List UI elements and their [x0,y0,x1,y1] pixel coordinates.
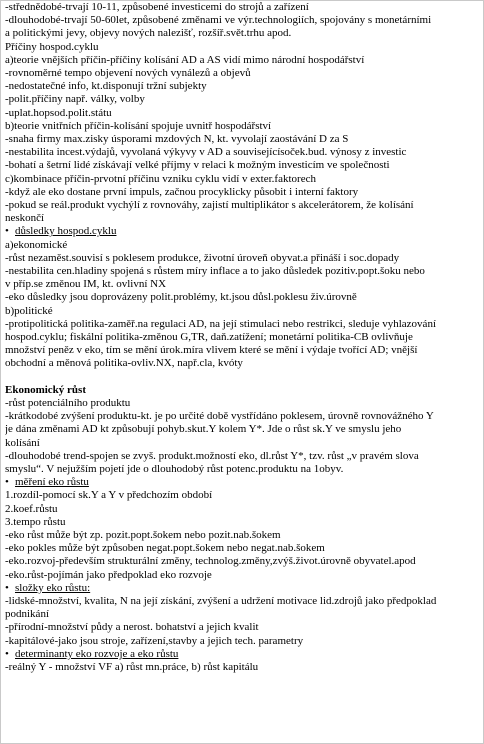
text-line: -pokud se reál.produkt vychýlí z rovnováhy, zajistí multiplikátor s akcelerátorem, že kolísání [5,199,414,212]
text-line: -dlouhodobé trend-spojen se zvyš. produkt.možností eko, dl.růst Y*, tzv. růst „v pravém slova [5,449,419,462]
bullet-heading [5,648,479,661]
bullet-heading-text: měření eko růstu [15,476,89,489]
text-line: smyslu“. V nejužším pojetí jde o dlouhodobý růst potenc.produktu na 1obyv. [5,462,344,475]
text-line: hospod.cyklu; fiskální politika-změnou G,TR, daň.zatížení; monetární politika-CB ovlivňuje [5,331,413,344]
bullet-icon: • [5,476,9,489]
text-line: 2.koef.růstu [5,502,58,515]
text-line: -nedostatečné info, kt.disponují tržní subjekty [5,80,207,93]
text-line: -eko.růst-pojímán jako předpoklad eko rozvoje [5,568,212,581]
bullet-heading [5,225,479,238]
text-line: -nestabilita incest.výdajů, vyvolaná výkyvy v AD a souvisejícísoček.bud. výnosy z investic [5,146,407,159]
text-line: kolísání [5,436,40,449]
text-line: b)politické [5,304,53,317]
text-line: -střednědobé-trvají 10-11, způsobené investicemi do strojů a zařízení [5,1,309,13]
section-title: Ekonomický růst [5,383,86,396]
text-line: a)ekonomické [5,238,68,251]
text-line: -reálný Y - množství VF a) růst mn.práce, b) růst kapitálu [5,660,259,673]
bullet-icon: • [5,647,9,660]
text-line: -rovnoměrné tempo objevení nových vynálezů a objevů [5,67,251,80]
text-line: -bohatí a šetrní lidé získávají velké příjmy v relaci k možným investicím ve společnosti [5,159,390,172]
bullet-heading-text: důsledky hospod.cyklu [15,225,117,238]
bullet-icon: • [5,581,9,594]
text-line: -nestabilita cen.hladiny spojená s růstem míry inflace a to jako důsledek pozitiv.popt.šoku nebo [5,265,425,278]
text-line: 3.tempo růstu [5,515,66,528]
text-line: -polit.příčiny např. války, volby [5,93,145,106]
text-line: -eko.rozvoj-především strukturální změny, technolog.změny,zvýš.život.úrovně obyvatel.apod [5,555,416,568]
text-line: -lidské-množství, kvalita, N na její získání, zvýšení a udržení motivace lid.zdrojů jako předpoklad [5,594,437,607]
text-line: je dána změnami AD kt způsobují pohyb.skut.Y kolem Y*. Jde o růst sk.Y ve smyslu jeho [5,423,402,436]
text-line: podnikání [5,608,49,621]
bullet-heading [5,476,479,489]
text-line: neskončí [5,212,45,225]
text-line: -eko důsledky jsou doprovázeny polit.problémy, kt.jsou důsl.poklesu živ.úrovně [5,291,357,304]
text-line: a politickými jevy, objevy nových nalezišť, rozšíř.svět.trhu apod. [5,27,292,40]
text-line: -dlouhodobé-trvají 50-60let, způsobené změnami ve výr.technologiích, spojovány s monetárními [5,14,432,27]
text-line: -krátkodobé zvýšení produktu-kt. je po určité době vystřídáno poklesem, úrovně rovnovážného Y [5,410,434,423]
text-line: c)kombinace příčin-prvotní příčinu vzniku cyklu vidí v exter.faktorech [5,172,316,185]
text-line: -růst nezaměst.souvisí s poklesem produkce, životní úroveň obyvat.a přináší i soc.dopady [5,251,400,264]
text-line: -uplat.hopsod.polit.státu [5,106,112,119]
text-line: -eko růst může být zp. pozit.popt.šokem nebo pozit.nab.šokem [5,528,281,541]
section-heading: Příčiny hospod.cyklu [5,40,99,53]
text-line: -eko pokles může být způsoben negat.popt.šokem nebo negat.nab.šokem [5,542,325,555]
text-line: -snaha firmy max.zisky úsporami mzdových N, kt. vyvolají zaostávání D za S [5,133,349,146]
text-line: -když ale eko dostane první impuls, začnou procyklicky působit i interní faktory [5,185,359,198]
text-line: v příp.se změnou IM, kt. ovlivní NX [5,278,167,291]
blank-line [5,371,479,384]
text-line: obchodní a měnová politika-ovliv.NX, např.cla, kvóty [5,357,243,370]
text-line: -kapitálové-jako jsou stroje, zařízení,stavby a jejich tech. parametry [5,634,304,647]
text-line: b)teorie vnitřních příčin-kolísání spojuje uvnitř hospodářství [5,119,272,132]
bullet-icon: • [5,225,9,238]
text-line: -protipolitická politika-zaměř.na regulaci AD, na její stimulaci nebo restrikci, sleduje vyhlazování [5,317,436,330]
text-line: -přírodní-množství půdy a nerost. bohatství a jejich kvalit [5,621,259,634]
text-line: 1.rozdíl-pomocí sk.Y a Y v předchozím období [5,489,213,502]
bullet-heading-text: determinanty eko rozvoje a eko růstu [15,647,179,660]
text-line: a)teorie vnějších příčin-příčiny kolísání AD a AS vidí mimo národní hospodářství [5,53,365,66]
text-line: -růst potenciálního produktu [5,396,131,409]
bullet-heading [5,582,479,595]
bullet-heading-text: složky eko růstu: [15,581,91,594]
text-line: množství peněz v eko, tím se mění úrok.míra vlivem které se mění i výdaje tvořící AD; vnější [5,344,418,357]
